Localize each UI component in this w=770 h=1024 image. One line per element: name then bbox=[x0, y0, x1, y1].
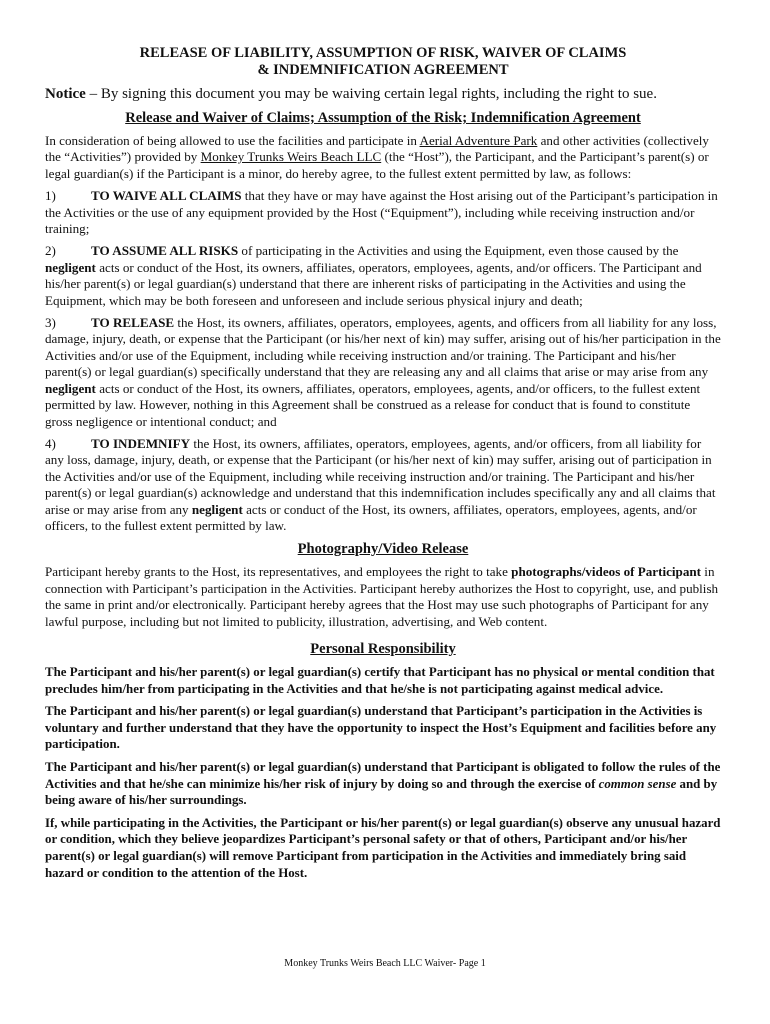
section-heading-release: Release and Waiver of Claims; Assumption of the Risk; Indemnification Agreement bbox=[125, 110, 641, 126]
clause-text: acts or conduct of the Host, its owners, affiliates, operators, employees, agents, and/or officers, to the fullest extent permitted by law. bbox=[45, 501, 697, 533]
clause-text: that they have or may have against the Host arising out of the Participant’s participation in the Activities or the use of any equipment provided by the Host (“Equipment”), including while receiving instruction and/or training; bbox=[45, 188, 718, 237]
photo-text-b: in connection with Participant’s participation in the Activities. Participant hereby authorizes the Host to copyright, use, and publish the same in print and/or electronically. Participant hereby agrees that the Host may use such photographs of Participant for any lawful purpose, including but not limited to publicity, illustration, advertising, and Web content. bbox=[45, 564, 719, 629]
clause-number: 3) bbox=[45, 315, 56, 331]
section-heading-responsibility: Personal Responsibility bbox=[310, 640, 456, 657]
clause-text: the Host, its owners, affiliates, operators, employees, agents, and officers from all liability for any loss, damage, injury, death, or expense that the Participant (or his/her next of kin) may suffer, arising out of his/her participation in the Activities and/or use of the Equipment, including while receiving instruction and/or training. The Participant and his/her parent(s) or legal guardian(s) specifically understand that they are releasing any and all claims that arise or may arise from any bbox=[45, 315, 721, 380]
intro-text-b: and other activities (collectively the “Activities”) provided by bbox=[45, 133, 709, 165]
clause-lead: TO WAIVE ALL CLAIMS bbox=[91, 188, 242, 204]
common-sense: common sense bbox=[598, 776, 677, 791]
clause-1 bbox=[45, 188, 721, 237]
resp3-text-b: and by being aware of his/her surroundings. bbox=[45, 776, 718, 808]
clause-number: 1) bbox=[45, 188, 56, 204]
clause-text: acts or conduct of the Host, its owners, affiliates, operators, employees, agents, and/or officers, to the fullest extent permitted by law. However, nothing in this Agreement shall be construed as a release for conduct that is found to constitute gross negligence or intentional conduct; and bbox=[45, 380, 701, 429]
photo-release-paragraph bbox=[45, 564, 721, 630]
negligent-term: negligent bbox=[45, 259, 96, 275]
clause-2 bbox=[45, 243, 721, 309]
clause-4 bbox=[45, 436, 721, 534]
clause-text: acts or conduct of the Host, its owners, affiliates, operators, employees, agents, and/or officers. The Participant and his/her parent(s) or legal guardian(s) understand that there are inherent risks of participating in the Activities and using the Equipment, which may be both foreseen and unforeseen and include serious physical injury and death; bbox=[45, 259, 702, 308]
responsibility-paragraph-1: The Participant and his/her parent(s) or legal guardian(s) certify that Participant has no physical or mental condition that precludes him/her from participating in the Activities and that he/she is not participating against medical advice. bbox=[45, 664, 715, 696]
negligent-term: negligent bbox=[191, 501, 243, 517]
waiver-page bbox=[45, 45, 721, 881]
notice bbox=[45, 85, 721, 104]
notice-label: Notice bbox=[45, 86, 86, 102]
clause-lead: TO ASSUME ALL RISKS bbox=[91, 243, 239, 259]
document-title bbox=[45, 45, 721, 79]
notice-text: – By signing this document you may be waiving certain legal rights, including the right to sue. bbox=[85, 86, 657, 102]
clause-lead: TO RELEASE bbox=[91, 315, 175, 331]
photo-text-a: Participant hereby grants to the Host, its representatives, and employees the right to take bbox=[45, 564, 512, 580]
title-line-1: RELEASE OF LIABILITY, ASSUMPTION OF RISK, WAIVER OF CLAIMS bbox=[139, 45, 627, 61]
negligent-term: negligent bbox=[45, 380, 96, 396]
intro-paragraph bbox=[45, 133, 721, 182]
clause-number: 4) bbox=[45, 435, 56, 451]
responsibility-paragraph-2: The Participant and his/her parent(s) or legal guardian(s) understand that Participant’s participation in the Activities is voluntary and further understand that they have the opportunity to inspect the Host’s Equipment and facilities before any participation. bbox=[45, 704, 717, 752]
responsibility-paragraph-3 bbox=[45, 759, 721, 809]
responsibility-paragraph-4: If, while participating in the Activities, the Participant or his/her parent(s) or legal guardian(s) observe any unusual hazard or condition, which they believe jeopardizes Participant’s personal safety or that of others, Participant and/or his/her parent(s) or legal guardian(s) will remove Participant from participation in the Activities and immediately bring said hazard or condition to the attention of the Host. bbox=[45, 815, 721, 880]
clause-text: of participating in the Activities and using the Equipment, even those caused by the bbox=[238, 243, 679, 259]
page-footer: Monkey Trunks Weirs Beach LLC Waiver- Page 1 bbox=[284, 958, 486, 969]
title-line-2: & INDEMNIFICATION AGREEMENT bbox=[257, 62, 509, 78]
clause-lead: TO INDEMNIFY bbox=[91, 435, 191, 451]
park-name: Aerial Adventure Park bbox=[419, 133, 538, 148]
intro-text-a: In consideration of being allowed to use the facilities and participate in bbox=[45, 133, 420, 148]
host-name: Monkey Trunks Weirs Beach LLC bbox=[200, 149, 382, 165]
intro-text-c: (the “Host”), the Participant, and the Participant’s parent(s) or legal guardian(s) if the Participant is a minor, do hereby agree, to the fullest extent permitted by law, as follows: bbox=[45, 149, 709, 181]
resp3-text-a: The Participant and his/her parent(s) or legal guardian(s) understand that Participant is obligated to follow the rules of the Activities and that he/she can minimize his/her risk of injury by doing so and through the exercise of bbox=[45, 759, 721, 791]
clause-number: 2) bbox=[45, 243, 56, 259]
clause-3 bbox=[45, 315, 721, 430]
photo-bold: photographs/videos of Participant bbox=[511, 564, 702, 580]
clause-text: the Host, its owners, affiliates, operators, employees, agents, and/or officers, from all liability for any loss, damage, injury, death, or expense that the Participant (or his/her next of kin) may suffer, arising out of participation in the Activities and/or use of the Equipment, including while receiving instruction and/or training. The Participant and his/her parent(s) or legal guardian(s) acknowledge and understand that this indemnification includes specifically any and all claims that arise or may arise from any bbox=[45, 435, 716, 517]
section-heading-photo: Photography/Video Release bbox=[297, 541, 469, 558]
